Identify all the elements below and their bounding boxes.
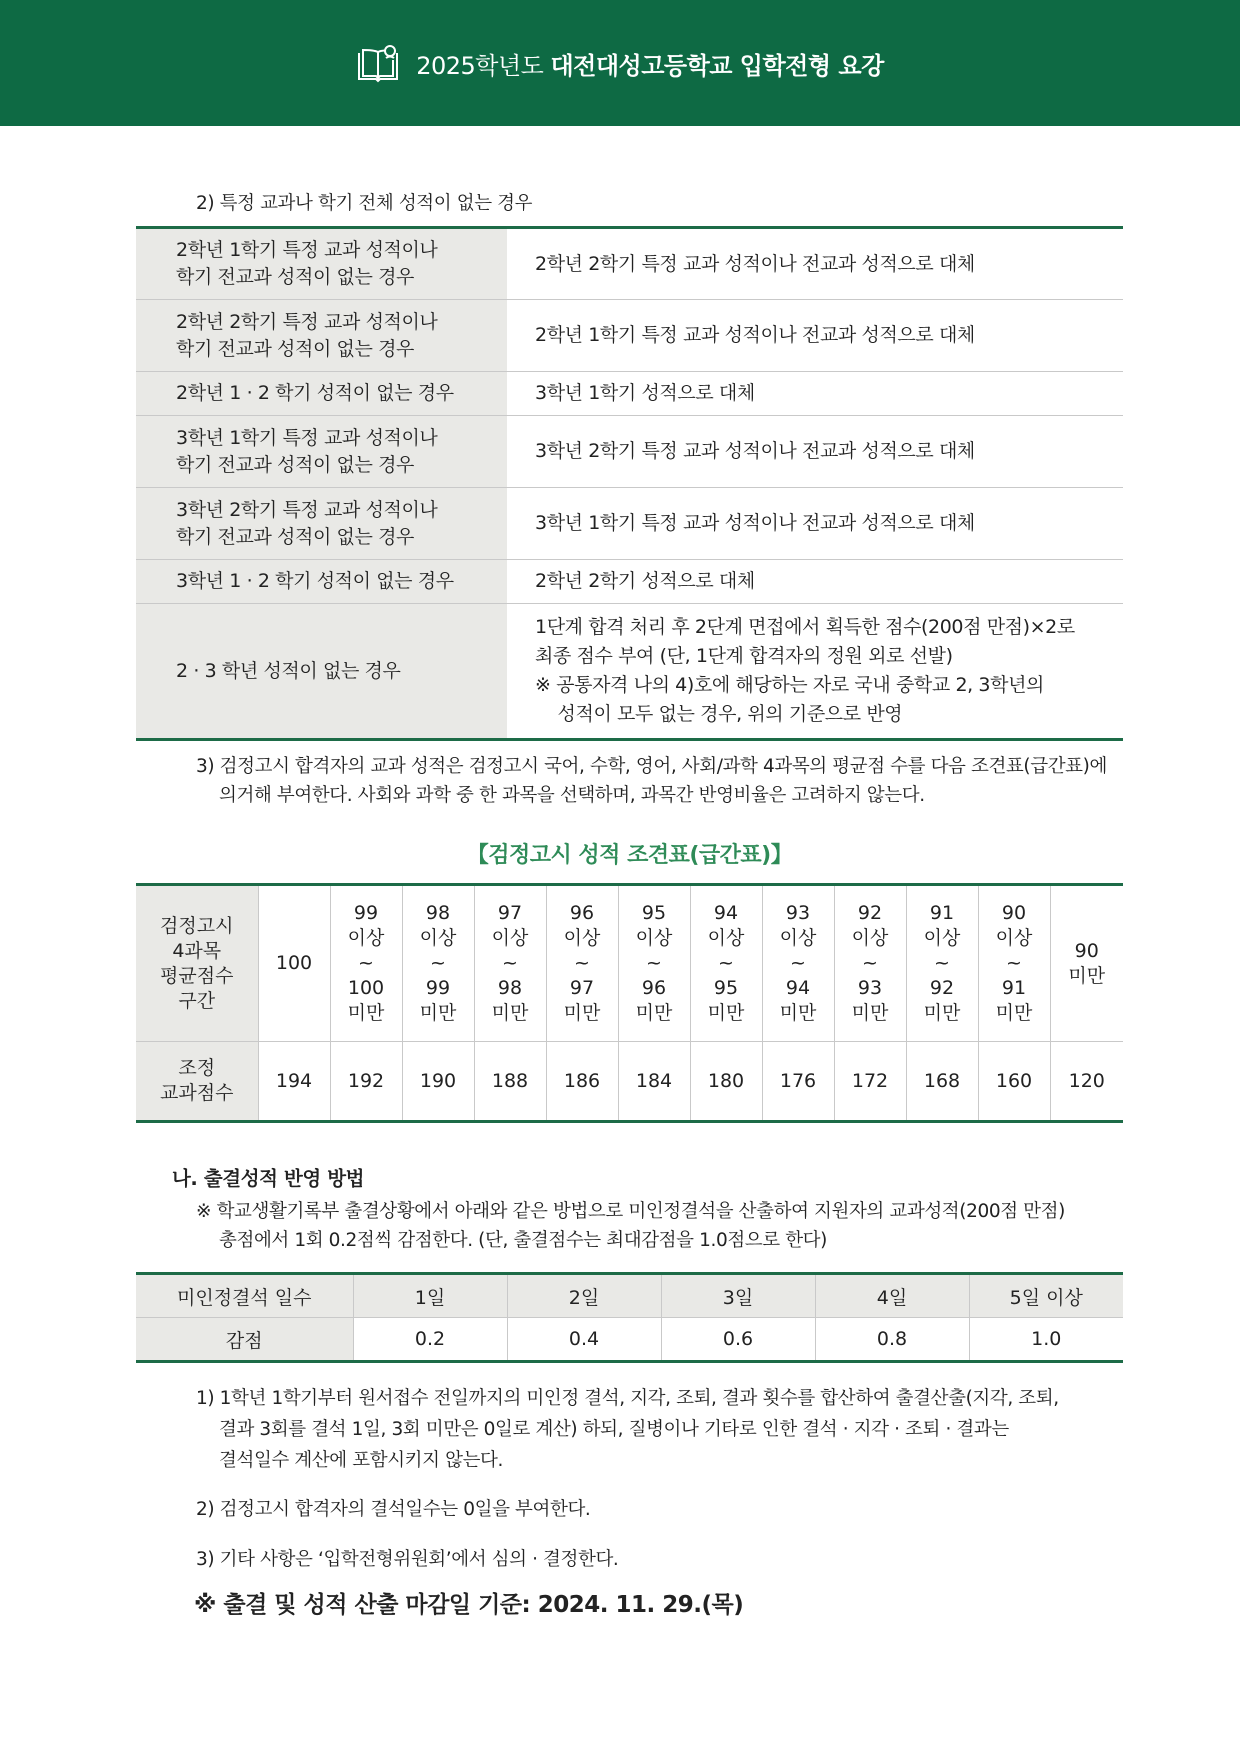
title-year: 2025학년도 [416, 51, 544, 80]
condition-cell: 2학년 2학기 특정 교과 성적이나 학기 전교과 성적이 없는 경우 [136, 300, 507, 372]
attendance-item-3: 3) 기타 사항은 ‘입학전형위원회’에서 심의 · 결정한다. [196, 1549, 619, 1570]
header-cell: 1일 [353, 1274, 507, 1318]
table-row [136, 228, 1123, 300]
range-cell: 99 이상 ~ 100 미만 [330, 885, 402, 1042]
table-row [136, 560, 1123, 604]
range-cell: 96 이상 ~ 97 미만 [546, 885, 618, 1042]
score-cell: 176 [762, 1042, 834, 1122]
range-cell: 90 미만 [1050, 885, 1123, 1042]
deduction-cell: 0.6 [661, 1318, 815, 1362]
result-cell: 3학년 1학기 성적으로 대체 [507, 372, 1123, 416]
title-school: 대전대성고등학교 입학전형 요강 [550, 51, 884, 80]
result-cell: 2학년 1학기 특정 교과 성적이나 전교과 성적으로 대체 [507, 300, 1123, 372]
row-header: 검정고시 4과목 평균점수 구간 [136, 885, 258, 1042]
header-cell: 미인정결석 일수 [136, 1274, 353, 1318]
range-cell: 98 이상 ~ 99 미만 [402, 885, 474, 1042]
row-header: 감점 [136, 1318, 353, 1362]
attendance-item-1: 1) 1학년 1학기부터 원서접수 전일까지의 미인정 결석, 지각, 조퇴, 결과 횟수를 합산하여 출결산출(지각, 조퇴, 결과 3회를 결석 1일, 3회 미만은 0일로 계산) 하되, 질병이나 기타로 인한 결석 · 지각 · 조퇴 · 결과는 결석일수 계산에 포함시키지 않는다. [196, 1388, 1059, 1471]
score-cell: 186 [546, 1042, 618, 1122]
deduction-cell: 0.4 [507, 1318, 661, 1362]
table-row [136, 416, 1123, 488]
header-banner [0, 0, 1240, 126]
table-row [136, 1318, 1123, 1362]
attendance-note: ※ 학교생활기록부 출결상황에서 아래와 같은 방법으로 미인정결석을 산출하여 지원자의 교과성적(200점 만점) 총점에서 1회 0.2점씩 감점한다. (단, 출결점수는 최대감점을 1.0점으로 한다) [196, 1201, 1065, 1251]
condition-cell: 2학년 1 · 2 학기 성적이 없는 경우 [136, 372, 507, 416]
table-row [136, 300, 1123, 372]
table-row [136, 885, 1123, 1042]
table-caption: 【검정고시 성적 조견표(급간표)】 [466, 843, 793, 868]
condition-cell: 2 · 3 학년 성적이 없는 경우 [136, 604, 507, 740]
table-row [136, 488, 1123, 560]
condition-cell: 3학년 1 · 2 학기 성적이 없는 경우 [136, 560, 507, 604]
score-cell: 184 [618, 1042, 690, 1122]
attendance-item-2: 2) 검정고시 합격자의 결석일수는 0일을 부여한다. [196, 1499, 591, 1520]
deduction-cell: 1.0 [969, 1318, 1123, 1362]
table-row [136, 1274, 1123, 1318]
header-cell: 3일 [661, 1274, 815, 1318]
result-cell: 3학년 1학기 특정 교과 성적이나 전교과 성적으로 대체 [507, 488, 1123, 560]
table-row [136, 604, 1123, 740]
table-row [136, 1042, 1123, 1122]
condition-cell: 3학년 1학기 특정 교과 성적이나 학기 전교과 성적이 없는 경우 [136, 416, 507, 488]
score-cell: 194 [258, 1042, 330, 1122]
score-cell: 168 [906, 1042, 978, 1122]
section-2-title: 2) 특정 교과나 학기 전체 성적이 없는 경우 [196, 193, 533, 214]
score-cell: 190 [402, 1042, 474, 1122]
score-cell: 172 [834, 1042, 906, 1122]
range-cell: 93 이상 ~ 94 미만 [762, 885, 834, 1042]
result-cell: 2학년 2학기 성적으로 대체 [507, 560, 1123, 604]
attendance-section-title: 나. 출결성적 반영 방법 [172, 1167, 365, 1190]
score-cell: 192 [330, 1042, 402, 1122]
score-cell: 180 [690, 1042, 762, 1122]
header-cell: 2일 [507, 1274, 661, 1318]
table-row [136, 372, 1123, 416]
document-title [416, 46, 884, 81]
section-3-text: 3) 검정고시 합격자의 교과 성적은 검정고시 국어, 수학, 영어, 사회/과학 4과목의 평균점 수를 다음 조견표(급간표)에 의거해 부여한다. 사회와 과학 중 한 과목을 선택하며, 과목간 반영비율은 고려하지 않는다. [196, 756, 1107, 806]
result-cell: 1단계 합격 처리 후 2단계 면접에서 획득한 점수(200점 만점)×2로 최종 점수 부여 (단, 1단계 합격자의 정원 외로 선발) ※ 공통자격 나의 4)호에 해당하는 자로 국내 중학교 2, 3학년의 성적이 모두 없는 경우, 위의 기준으로 반영 [535, 616, 1075, 725]
attendance-deduction-table [136, 1272, 1123, 1363]
substitution-table [136, 226, 1123, 741]
score-cell: 160 [978, 1042, 1050, 1122]
range-cell: 97 이상 ~ 98 미만 [474, 885, 546, 1042]
score-cell: 120 [1050, 1042, 1123, 1122]
result-cell: 3학년 2학기 특정 교과 성적이나 전교과 성적으로 대체 [507, 416, 1123, 488]
condition-cell: 3학년 2학기 특정 교과 성적이나 학기 전교과 성적이 없는 경우 [136, 488, 507, 560]
result-cell: 2학년 2학기 특정 교과 성적이나 전교과 성적으로 대체 [507, 228, 1123, 300]
condition-cell: 2학년 1학기 특정 교과 성적이나 학기 전교과 성적이 없는 경우 [136, 228, 507, 300]
deduction-cell: 0.2 [353, 1318, 507, 1362]
header-cell: 5일 이상 [969, 1274, 1123, 1318]
header-cell: 4일 [815, 1274, 969, 1318]
range-cell: 91 이상 ~ 92 미만 [906, 885, 978, 1042]
ged-score-table [136, 883, 1123, 1123]
range-cell: 90 이상 ~ 91 미만 [978, 885, 1050, 1042]
row-header: 조정 교과점수 [136, 1042, 258, 1122]
deadline-notice: ※ 출결 및 성적 산출 마감일 기준: 2024. 11. 29.(목) [194, 1592, 744, 1618]
score-cell: 188 [474, 1042, 546, 1122]
range-cell: 94 이상 ~ 95 미만 [690, 885, 762, 1042]
range-cell: 95 이상 ~ 96 미만 [618, 885, 690, 1042]
open-book-icon [356, 43, 400, 83]
range-cell: 92 이상 ~ 93 미만 [834, 885, 906, 1042]
range-cell: 100 [258, 885, 330, 1042]
deduction-cell: 0.8 [815, 1318, 969, 1362]
